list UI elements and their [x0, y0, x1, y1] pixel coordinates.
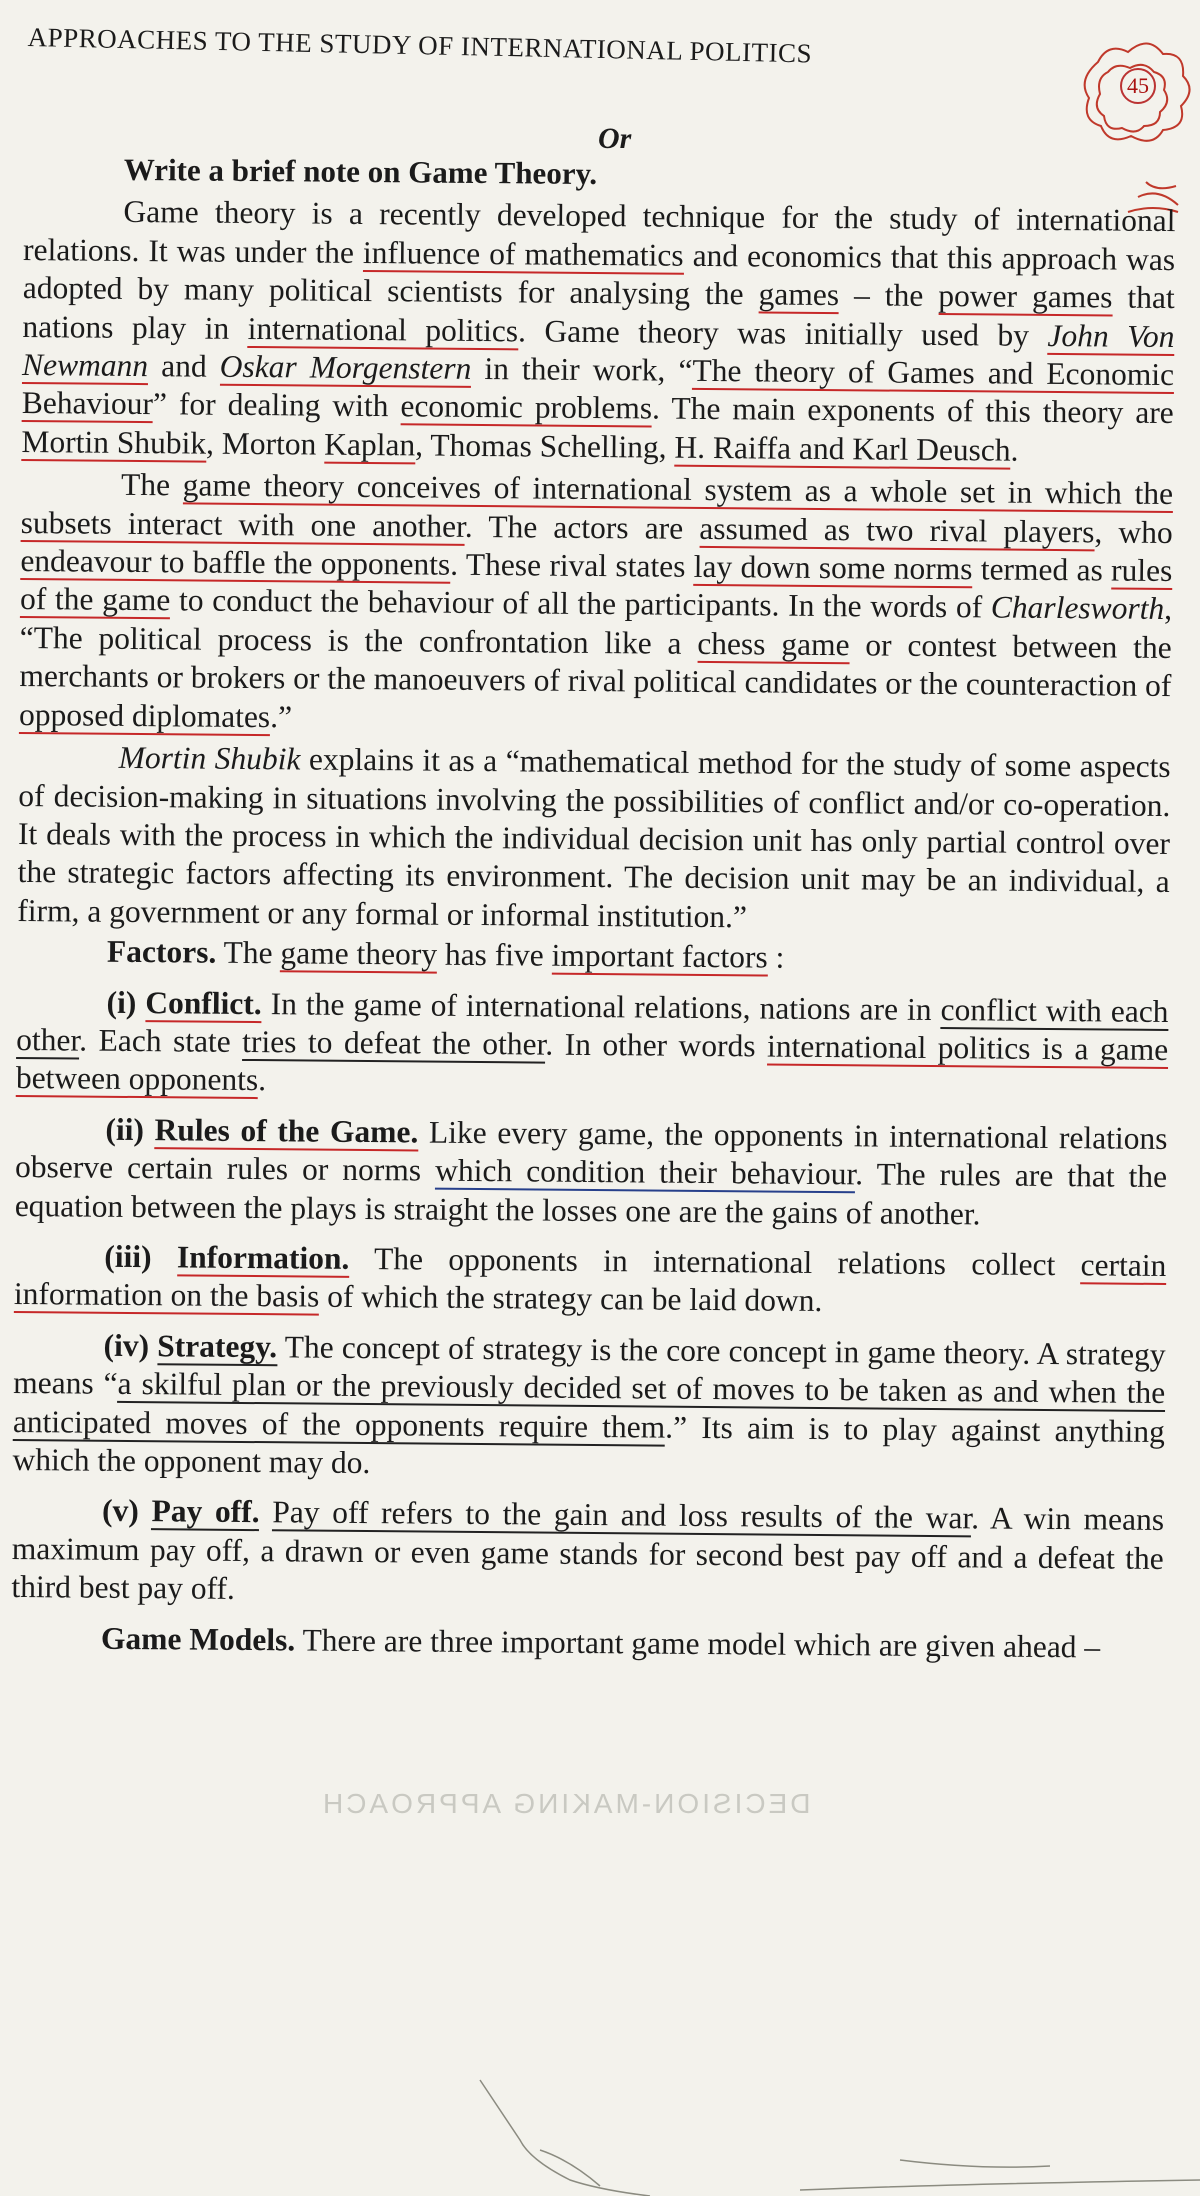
- paragraph-system: The game theory conceives of international system as a whole set in which the subsets interact with one another. The actors are assumed as two rival players, who endeavour to baffle the opponents. These rival states lay down some norms termed as rules of the game to conduct the behaviour of all the participants. In the words of Charlesworth, “The political process is the confrontation like a chess game or contest between the merchants or brokers or the manoeuvers of rival political candidates or the counteraction of opposed diplomates.”: [18, 467, 1174, 735]
- or-separator: Or: [598, 122, 632, 155]
- underlined-phrase: lay down some norms: [693, 548, 973, 587]
- underlined-phrase: international politics: [247, 310, 519, 348]
- underlined-phrase: game theory conceives of international system as a whole set in which the subsets interact with one another: [20, 467, 1174, 544]
- factor-rules: (ii) Rules of the Game. Like every game, the opponents in international relations observe certain rules or norms which condition their behaviour. The rules are that the equation between the plays is straight the losses one are the gains of another.: [14, 1111, 1168, 1231]
- factors-intro: Factors. The game theory has five important factors :: [106, 933, 785, 975]
- underlined-phrase: H. Raiffa and Karl Deusch: [674, 429, 1011, 468]
- factor-heading: Strategy.: [157, 1327, 278, 1365]
- factors-label: Factors.: [106, 933, 217, 970]
- factor-heading: Pay off.: [151, 1493, 260, 1530]
- underlined-phrase: certain information on the basis: [13, 1247, 1167, 1314]
- underlined-phrase: endeavour to baffle the opponents: [20, 543, 451, 582]
- factor-pay-off: (v) Pay off. Pay off refers to the gain and loss results of the war. A win means maximum pay off, a drawn or even game stands for second best pay off and a defeat the third best pay off.: [11, 1493, 1165, 1607]
- underlined-phrase: economic problems: [400, 388, 653, 426]
- body-text: [11, 150, 1176, 1667]
- factor-number: (ii): [105, 1111, 145, 1147]
- underlined-phrase: Pay off refers to the gain and loss results of the war: [272, 1494, 972, 1536]
- paragraph-intro: Game theory is a recently developed technique for the study of international relations. It was under the influence of mathematics and economics that this approach was adopted by many political scientists for analysing the games – the power games that nations play in international politics. Game theory was initially used by John Von Newmann and Oskar Morgenstern in their work, “The theory of Games and Economic Behaviour” for dealing with economic problems. The main exponents of this theory are Mortin Shubik, Morton Kaplan, Thomas Schelling, H. Raiffa and Karl Deusch.: [21, 194, 1176, 468]
- underlined-phrase: game theory: [280, 935, 438, 972]
- models-heading: Game Models.: [100, 1620, 296, 1658]
- running-head: APPROACHES TO THE STUDY OF INTERNATIONAL POLITICS: [27, 22, 813, 69]
- underlined-phrase: rules of the game: [19, 552, 1173, 618]
- factor-number: (i): [106, 984, 137, 1020]
- underlined-phrase: assumed as two rival players: [699, 510, 1095, 550]
- page-number: 45: [1120, 68, 1156, 104]
- person-name: Mortin Shubik: [118, 739, 301, 777]
- underlined-phrase: The theory of Games and Economic Behaviour: [21, 352, 1175, 422]
- paper-crease-icon: [0, 2060, 1200, 2196]
- bleed-through-text: DECISION-MAKING APPROACH: [320, 1788, 811, 1819]
- game-models: Game Models. There are three important game model which are given ahead –: [100, 1620, 1101, 1665]
- factor-heading: Rules of the Game.: [154, 1111, 419, 1150]
- underlined-phrase: international politics is a game between opponents: [15, 1028, 1169, 1098]
- factor-heading: Conflict.: [145, 984, 262, 1021]
- underlined-phrase: conflict with each other: [16, 991, 1169, 1058]
- underlined-phrase: chess game: [697, 625, 850, 663]
- underlined-phrase: tries to defeat the other: [242, 1023, 546, 1062]
- underlined-phrase: important factors: [551, 937, 768, 975]
- underlined-phrase: games: [758, 276, 840, 313]
- underlined-phrase: opposed diplomates: [18, 696, 271, 734]
- underlined-phrase: which condition their behaviour: [435, 1152, 856, 1192]
- person-name: Charlesworth: [990, 589, 1165, 627]
- underlined-phrase: power games: [938, 278, 1113, 315]
- factor-conflict: (i) Conflict. In the game of international relations, nations are in conflict with each other. Each state tries to defeat the other. In other words international politics is a game between opponents.: [15, 984, 1169, 1098]
- factor-strategy: (iv) Strategy. The concept of strategy is the core concept in game theory. A strategy means “a skilful plan or the previously decided set of moves to be taken as and when the anticipated moves of the opponents require them.” Its aim is to play against anything which the opponent may do.: [12, 1327, 1166, 1481]
- person-name: John Von Newmann: [21, 317, 1175, 384]
- factor-number: (iv): [103, 1327, 150, 1363]
- question-heading: Write a brief note on Game Theory.: [123, 151, 598, 192]
- paragraph-shubik: Mortin Shubik explains it as a “mathematical method for the study of some aspects of decision-making in situations involving the possibilities of conflict and/or co-operation. It deals with the process in which the individual decision unit has only partial control over the strategic factors affecting its environment. The decision unit may be an individual, a firm, a government or any formal or informal institution.”: [17, 739, 1171, 935]
- underlined-phrase: influence of mathematics: [362, 234, 684, 273]
- factor-number: (v): [101, 1493, 140, 1529]
- factor-number: (iii): [104, 1238, 152, 1275]
- factor-heading: Information.: [176, 1239, 350, 1276]
- underlined-phrase: a skilful plan or the previously decided set of moves to be taken as and when the anticipated moves of the opponents require them: [12, 1366, 1166, 1445]
- person-name: Oskar Morgenstern: [219, 348, 472, 386]
- underlined-phrase: Mortin Shubik: [21, 423, 207, 461]
- factor-information: (iii) Information. The opponents in international relations collect certain information on the basis of which the strategy can be laid down.: [13, 1238, 1167, 1319]
- underlined-phrase: Kaplan: [324, 426, 416, 463]
